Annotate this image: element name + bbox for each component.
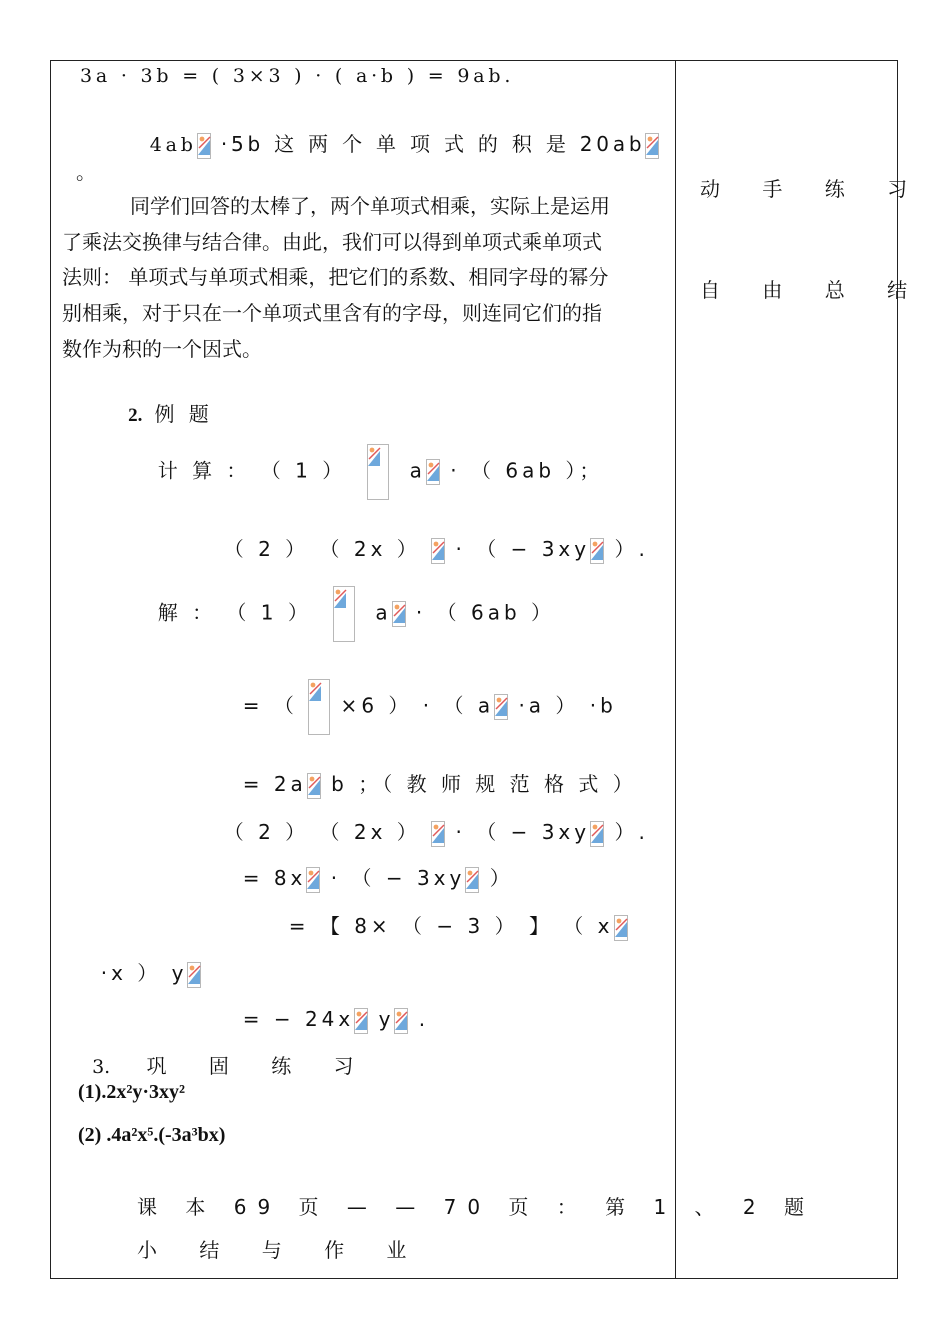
- broken-image-icon: [645, 133, 659, 159]
- broken-image-icon: [367, 444, 389, 500]
- period-mark: 。: [76, 160, 96, 184]
- broken-image-icon: [431, 538, 445, 564]
- summary-homework: 小 结 与 作 业: [137, 1238, 425, 1262]
- textbook-assignment: 课 本 69 页 — — 70 页 ： 第 1 、 2 题: [137, 1195, 815, 1219]
- activity-practice-label: 动 手 练 习: [700, 177, 926, 201]
- broken-image-icon: [465, 867, 479, 893]
- section-heading-practice: 3. 巩 固 练 习: [92, 1054, 372, 1078]
- broken-image-icon: [197, 133, 211, 159]
- solution-line-7: ·x ） y: [80, 937, 201, 988]
- column-divider: [675, 60, 676, 1279]
- rule-paragraph-line-5: 数作为积的一个因式。: [62, 337, 262, 361]
- broken-image-icon: [306, 867, 320, 893]
- broken-image-icon: [187, 962, 201, 988]
- solution-line-8: = − 24x y .: [222, 983, 429, 1034]
- practice-question-2: (2) .4a²x⁵.(-3a³bx): [78, 1124, 226, 1146]
- section-heading-examples: 2. 例 题: [128, 402, 213, 426]
- broken-image-icon: [590, 538, 604, 564]
- broken-image-icon: [333, 586, 355, 642]
- broken-image-icon: [308, 679, 330, 735]
- example-line-1: 3a · 3b = ( 3×3 ) · ( a·b ) = 9ab.: [80, 65, 515, 87]
- broken-image-icon: [494, 694, 508, 720]
- broken-image-icon: [590, 821, 604, 847]
- broken-image-icon: [426, 459, 440, 485]
- activity-summary-label: 自 由 总 结: [700, 278, 926, 302]
- example-line-2: 4ab ·5b 这 两 个 单 项 式 的 积 是 20ab: [130, 108, 659, 159]
- practice-question-1: (1).2x²y·3xy²: [78, 1081, 185, 1103]
- solution-line-3: = 2a b ；（ 教 师 规 范 格 式 ）: [222, 748, 637, 799]
- broken-image-icon: [394, 1008, 408, 1034]
- solution-line-5: = 8x · （ − 3xy ）: [222, 842, 514, 893]
- rule-paragraph-line-1: 同学们回答的太棒了，两个单项式相乘，实际上是运用: [130, 194, 610, 218]
- solution-line-2: = （ ×6 ） · （ a ·a ） ·b: [222, 655, 617, 735]
- broken-image-icon: [614, 915, 628, 941]
- broken-image-icon: [392, 601, 406, 627]
- calc-line-1: 计 算 ： （ 1 ） a · （ 6ab ）；: [137, 420, 603, 500]
- rule-paragraph-line-2: 了乘法交换律与结合律。由此，我们可以得到单项式乘单项式: [62, 230, 602, 254]
- rule-paragraph-line-3: 法则： 单项式与单项式相乘，把它们的系数、相同字母的幂分: [62, 265, 609, 289]
- calc-line-2: （ 2 ） （ 2x ） · （ − 3xy ）.: [203, 513, 649, 564]
- solution-line-4: （ 2 ） （ 2x ） · （ − 3xy ）.: [203, 796, 649, 847]
- solution-line-6: = 【 8× （ − 3 ） 】 （ x: [268, 890, 628, 941]
- rule-paragraph-line-4: 别相乘，对于只在一个单项式里含有的字母，则连同它们的指: [62, 301, 602, 325]
- solution-line-1: 解 ： （ 1 ） a · （ 6ab ）: [137, 562, 555, 642]
- broken-image-icon: [307, 773, 321, 799]
